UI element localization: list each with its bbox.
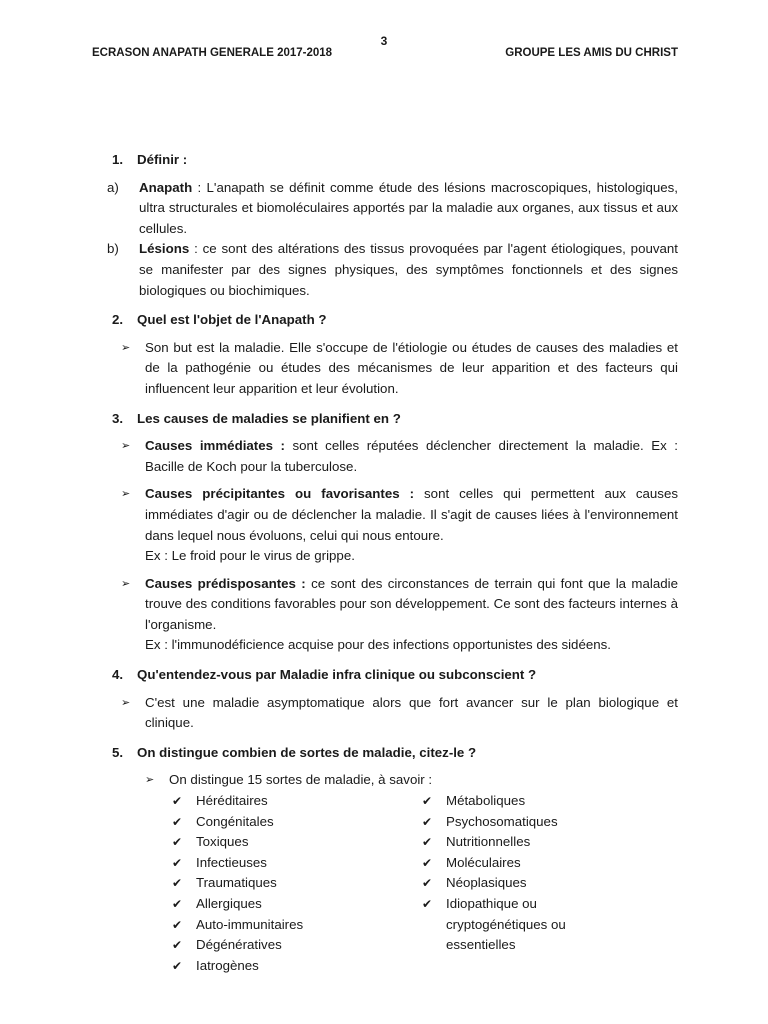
checkmark-icon: ✔ <box>422 814 433 829</box>
section-number: 2. <box>112 312 124 328</box>
list-item: ✔ Toxiques <box>172 832 422 853</box>
bullet-text: C'est une maladie asymptomatique alors que fort avancer sur le plan biologique et clinique. <box>145 694 678 731</box>
item-marker: b) <box>107 241 119 257</box>
section-1 <box>107 150 678 301</box>
cause-example: Ex : l'immunodéficience acquise pour des infections opportunistes des sidéens. <box>145 637 611 653</box>
checkmark-icon: ✔ <box>422 794 433 809</box>
bullet-item <box>136 770 678 791</box>
section-title: Définir : <box>137 152 188 167</box>
cause-term: Causes immédiates : <box>145 438 285 454</box>
list-item: ✔ Traumatiques <box>172 873 422 894</box>
section-3 <box>112 409 678 657</box>
definition-text: : ce sont des altérations des tissus provoquées par l'agent étiologiques, pouvant se manifester par des signes physiques, des symptômes fonctionnels et des signes biologiques ou biochimiques. <box>139 241 678 298</box>
list-item: ✔ Auto-immunitaires <box>172 915 422 936</box>
arrow-bullet-icon: ➢ <box>121 488 131 501</box>
list-item: cryptogénétiques ou <box>446 916 566 932</box>
list-item: ✔ Congénitales <box>172 812 422 833</box>
arrow-bullet-icon: ➢ <box>121 696 131 709</box>
list-item: ✔ Psychosomatiques <box>422 812 682 833</box>
section-title: Les causes de maladies se planifient en ? <box>137 410 401 426</box>
checkmark-icon: ✔ <box>422 835 433 850</box>
cause-term: Causes prédisposantes : <box>145 575 306 591</box>
item-marker: a) <box>107 179 119 195</box>
section-heading <box>112 409 678 430</box>
header-right: GROUPE LES AMIS DU CHRIST <box>505 47 678 59</box>
list-item: ✔ Moléculaires <box>422 853 682 874</box>
checkmark-icon: ✔ <box>422 855 433 870</box>
section-heading <box>112 150 678 171</box>
bullet-text: On distingue 15 sortes de maladie, à savoir : <box>169 772 433 788</box>
list-item: ✔ Nutritionnelles <box>422 832 682 853</box>
bullet-item <box>112 338 678 400</box>
checkmark-icon: ✔ <box>172 958 183 973</box>
definition-term: Anapath <box>139 179 193 195</box>
definition-item <box>107 239 678 301</box>
bullet-item <box>112 436 678 477</box>
section-title: Quel est l'objet de l'Anapath ? <box>137 312 327 328</box>
definition-term: Lésions <box>139 241 190 257</box>
disease-list-right <box>422 791 682 976</box>
list-item: ✔ Infectieuses <box>172 853 422 874</box>
arrow-bullet-icon: ➢ <box>121 341 131 354</box>
list-item: ✔ Héréditaires <box>172 791 422 812</box>
list-item: ✔ Allergiques <box>172 894 422 915</box>
bullet-item <box>112 693 678 734</box>
arrow-bullet-icon: ➢ <box>145 774 155 787</box>
checkmark-icon: ✔ <box>172 794 183 809</box>
cause-text: sont celles réputées déclencher directement la maladie. Ex : Bacille de Koch pour la tuberculose. <box>145 438 678 474</box>
list-item: ✔ Iatrogènes <box>172 956 422 977</box>
cause-example: Ex : Le froid pour le virus de grippe. <box>145 548 355 564</box>
list-item: ✔ Dégénératives <box>172 935 422 956</box>
list-item: essentielles <box>446 937 516 953</box>
list-item: ✔ Métaboliques <box>422 791 682 812</box>
checkmark-icon: ✔ <box>172 835 183 850</box>
bullet-text: Son but est la maladie. Elle s'occupe de l'étiologie ou études de causes des maladies et de la pathogénie ou études des mécanismes de leur apparition et des facteurs qui influencent leur apparition et leur évolution. <box>145 339 678 396</box>
checkmark-icon: ✔ <box>172 855 183 870</box>
cause-term: Causes précipitantes ou favorisantes : <box>145 486 415 502</box>
section-5 <box>112 743 678 977</box>
section-title: Qu'entendez-vous par Maladie infra clinique ou subconscient ? <box>137 667 537 683</box>
section-2 <box>112 310 678 399</box>
section-heading <box>112 665 678 686</box>
cause-text: ce sont des circonstances de terrain qui font que la maladie trouve des conditions favorables pour son développement. Ce sont des facteurs internes à l'organisme. <box>145 575 678 632</box>
checkmark-icon: ✔ <box>172 938 183 953</box>
arrow-bullet-icon: ➢ <box>121 577 131 590</box>
header-left: ECRASON ANAPATH GENERALE 2017-2018 <box>92 47 333 59</box>
section-number: 4. <box>112 667 124 683</box>
checkmark-icon: ✔ <box>172 917 183 932</box>
section-number: 3. <box>112 410 124 426</box>
list-item: ✔ Néoplasiques <box>422 873 682 894</box>
section-4 <box>112 665 678 734</box>
definition-text: : L'anapath se définit comme étude des lésions macroscopiques, histologiques, ultra structurales et biomoléculaires apportés par la maladie aux organes, aux tissus et aux cellules. <box>139 179 678 236</box>
bullet-item <box>112 574 678 656</box>
checkmark-icon: ✔ <box>172 876 183 891</box>
section-title: On distingue combien de sortes de maladie, citez-le ? <box>137 744 477 760</box>
checkmark-icon: ✔ <box>422 876 433 891</box>
checkmark-icon: ✔ <box>172 814 183 829</box>
arrow-bullet-icon: ➢ <box>121 440 131 453</box>
checkmark-icon: ✔ <box>172 897 183 911</box>
page-number: 3 <box>380 34 388 48</box>
section-heading <box>112 743 678 764</box>
section-heading <box>112 310 678 331</box>
definition-item <box>107 178 678 240</box>
disease-type-list <box>172 791 678 976</box>
section-number: 5. <box>112 744 124 760</box>
checkmark-icon: ✔ <box>422 897 433 911</box>
disease-list-left <box>172 791 422 976</box>
document-body <box>107 150 678 985</box>
section-number: 1. <box>112 152 124 167</box>
list-item: ✔ Idiopathique ou <box>422 894 682 915</box>
cause-text: sont celles qui permettent aux causes immédiates d'agir ou de déclencher la maladie. Il s'agit de causes liées à l'environnement dans lequel nous évoluons, celui qui nous entoure. <box>145 486 678 543</box>
bullet-item <box>112 484 678 566</box>
